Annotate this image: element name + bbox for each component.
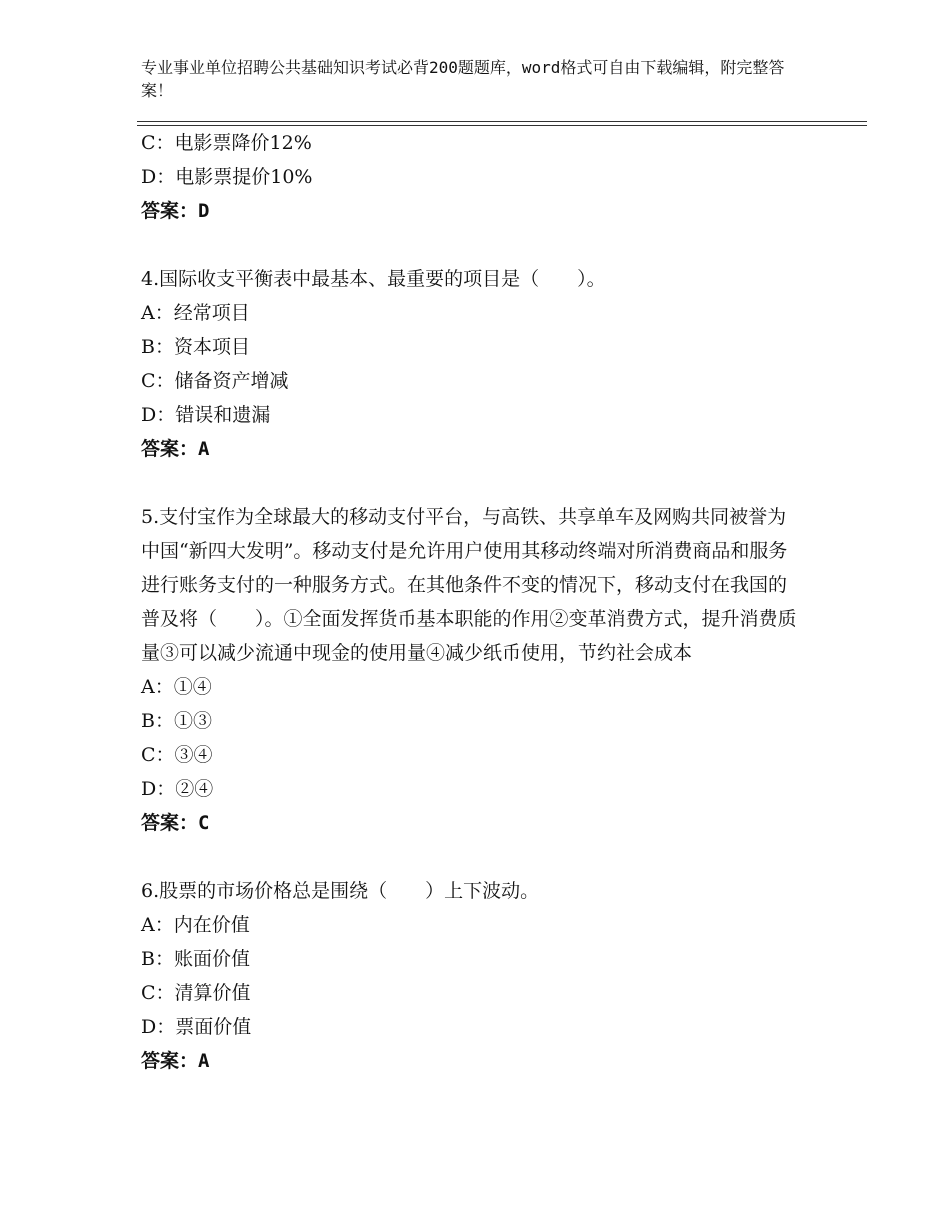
question-5 (141, 500, 801, 840)
question-6 (141, 874, 801, 1078)
question-stem: 6.股票的市场价格总是围绕（ ）上下波动。 (141, 880, 540, 902)
option-c: C：清算价值 (141, 982, 251, 1004)
option-a: A：经常项目 (141, 302, 250, 324)
option-d: D：票面价值 (141, 1016, 252, 1038)
question-stem: 5.支付宝作为全球最大的移动支付平台，与高铁、共享单车及网购共同被誉为中国“新四大发明”。移动支付是允许用户使用其移动终端对所消费商品和服务进行账务支付的一种服务方式。在其他条件不变的情况下，移动支付在我国的普及将（ ）。①全面发挥货币基本职能的作用②变革消费方式，提升消费质量③可以减少流通中现金的使用量④减少纸币使用，节约社会成本 (141, 506, 797, 664)
answer-line: 答案：A (141, 1050, 210, 1072)
option-b: B：资本项目 (141, 336, 250, 358)
question-4 (141, 262, 801, 466)
option-a: A：内在价值 (141, 914, 250, 936)
prev-question-continuation (141, 126, 801, 228)
option-c: C：电影票降价12% (141, 132, 312, 154)
option-d: D：电影票提价10% (141, 166, 313, 188)
option-d: D：②④ (141, 778, 214, 800)
option-b: B：①③ (141, 710, 212, 732)
answer-line: 答案：A (141, 438, 210, 460)
answer-line: 答案：D (141, 200, 210, 222)
option-d: D：错误和遗漏 (141, 404, 271, 426)
option-b: B：账面价值 (141, 948, 250, 970)
document-body (141, 126, 801, 1078)
answer-line: 答案：C (141, 812, 210, 834)
page-header: 专业事业单位招聘公共基础知识考试必背200题题库，word格式可自由下载编辑，附完整答案！ (141, 58, 785, 100)
question-stem: 4.国际收支平衡表中最基本、最重要的项目是（ ）。 (141, 268, 606, 290)
option-c: C：③④ (141, 744, 213, 766)
option-c: C：储备资产增减 (141, 370, 289, 392)
option-a: A：①④ (141, 676, 212, 698)
